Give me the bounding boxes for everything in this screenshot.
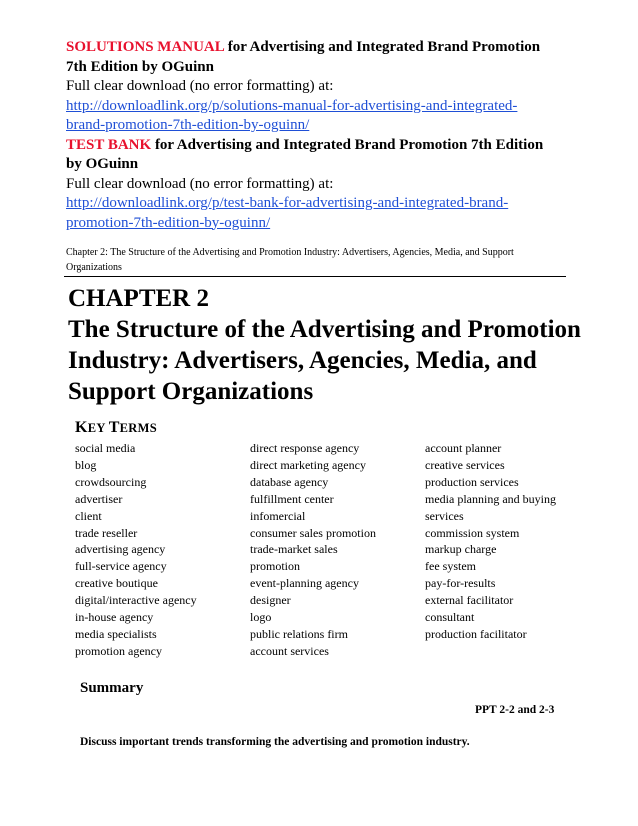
key-term: database agency [250,474,329,489]
key-term: advertising agency [75,542,166,557]
key-term: trade-market sales [250,542,338,557]
key-term: external facilitator [425,593,514,608]
key-term: fulfillment center [250,491,334,506]
key-term: designer [250,593,291,608]
key-terms-erms: ERMS [119,421,157,435]
key-term: fee system [425,559,476,574]
chapter-heading [68,283,588,407]
key-term: promotion [250,559,300,574]
test-title: for Advertising and Integrated Brand Promotion 7th Edition [151,136,544,153]
chapter-title-line-1: The Structure of the Advertising and Promotion [68,316,581,343]
key-term: in-house agency [75,610,154,625]
key-term: commission system [425,525,520,540]
key-term: infomercial [250,508,306,523]
key-term: media specialists [75,626,157,641]
key-term: advertiser [75,491,123,506]
chapter-title-line-2: Industry: Advertisers, Agencies, Media, and [68,347,537,374]
key-term: creative services [425,457,505,472]
test-title-line-1 [66,136,586,156]
ppt-reference: PPT 2-2 and 2-3 [475,704,555,716]
key-term: promotion agency [75,643,162,658]
discuss-prompt: Discuss important trends transforming the advertising and promotion industry. [80,736,470,748]
key-term: services [425,508,464,523]
key-term: direct marketing agency [250,457,366,472]
key-term: production facilitator [425,626,527,641]
running-head [66,245,566,275]
key-term: media planning and buying [425,491,556,506]
key-term: client [75,508,102,523]
summary-heading: Summary [80,680,144,696]
key-term: markup charge [425,542,497,557]
test-title-line-2: by OGuinn [66,156,139,172]
key-term: digital/interactive agency [75,593,197,608]
solutions-download-text: Full clear download (no error formatting) at: [66,78,334,94]
key-term: creative boutique [75,576,158,591]
key-term: public relations firm [250,626,348,641]
key-term: logo [250,610,272,625]
test-download-link-1[interactable]: http://downloadlink.org/p/test-bank-for-advertising-and-integrated-brand- [66,195,509,211]
key-term: crowdsourcing [75,474,147,489]
chapter-number: CHAPTER 2 [68,285,209,312]
key-term: account planner [425,441,502,455]
solutions-title-line-1 [66,38,586,58]
solutions-manual-label: SOLUTIONS MANUAL [66,39,224,55]
key-terms-heading [75,419,157,437]
key-term: production services [425,474,519,489]
key-term: full-service agency [75,559,167,574]
key-term: consumer sales promotion [250,525,376,540]
key-terms-column-3 [425,440,556,643]
key-terms-column-2 [250,440,376,660]
key-term: trade reseller [75,525,138,540]
running-head-line-1: Chapter 2: The Structure of the Advertising and Promotion Industry: Advertisers, Agencies, Media, and Support [66,247,514,258]
key-term: pay-for-results [425,576,496,591]
key-terms-t: T [108,419,120,436]
key-terms-ey: EY [87,421,109,435]
key-term: blog [75,457,97,472]
running-head-line-2: Organizations [66,262,122,273]
solutions-title: for Advertising and Integrated Brand Promotion [223,39,541,55]
solutions-download-link-2[interactable]: brand-promotion-7th-edition-by-oguinn/ [66,117,310,133]
solutions-download-link-1[interactable]: http://downloadlink.org/p/solutions-manual-for-advertising-and-integrated- [66,97,518,114]
key-term: event-planning agency [250,576,359,591]
test-bank-label: TEST BANK [66,136,152,153]
key-term: account services [250,643,329,658]
test-download-link-2[interactable]: promotion-7th-edition-by-oguinn/ [66,214,271,231]
key-terms-k: K [75,419,88,436]
chapter-title-line-3: Support Organizations [68,378,314,405]
key-terms-column-1 [75,440,197,660]
header-rule [64,276,566,277]
test-download-text: Full clear download (no error formatting) at: [66,175,334,192]
key-term: direct response agency [250,441,360,455]
promo-block [66,38,586,233]
key-term: consultant [425,610,475,625]
solutions-title-line-2: 7th Edition by OGuinn [66,58,214,75]
key-term: social media [75,441,136,455]
